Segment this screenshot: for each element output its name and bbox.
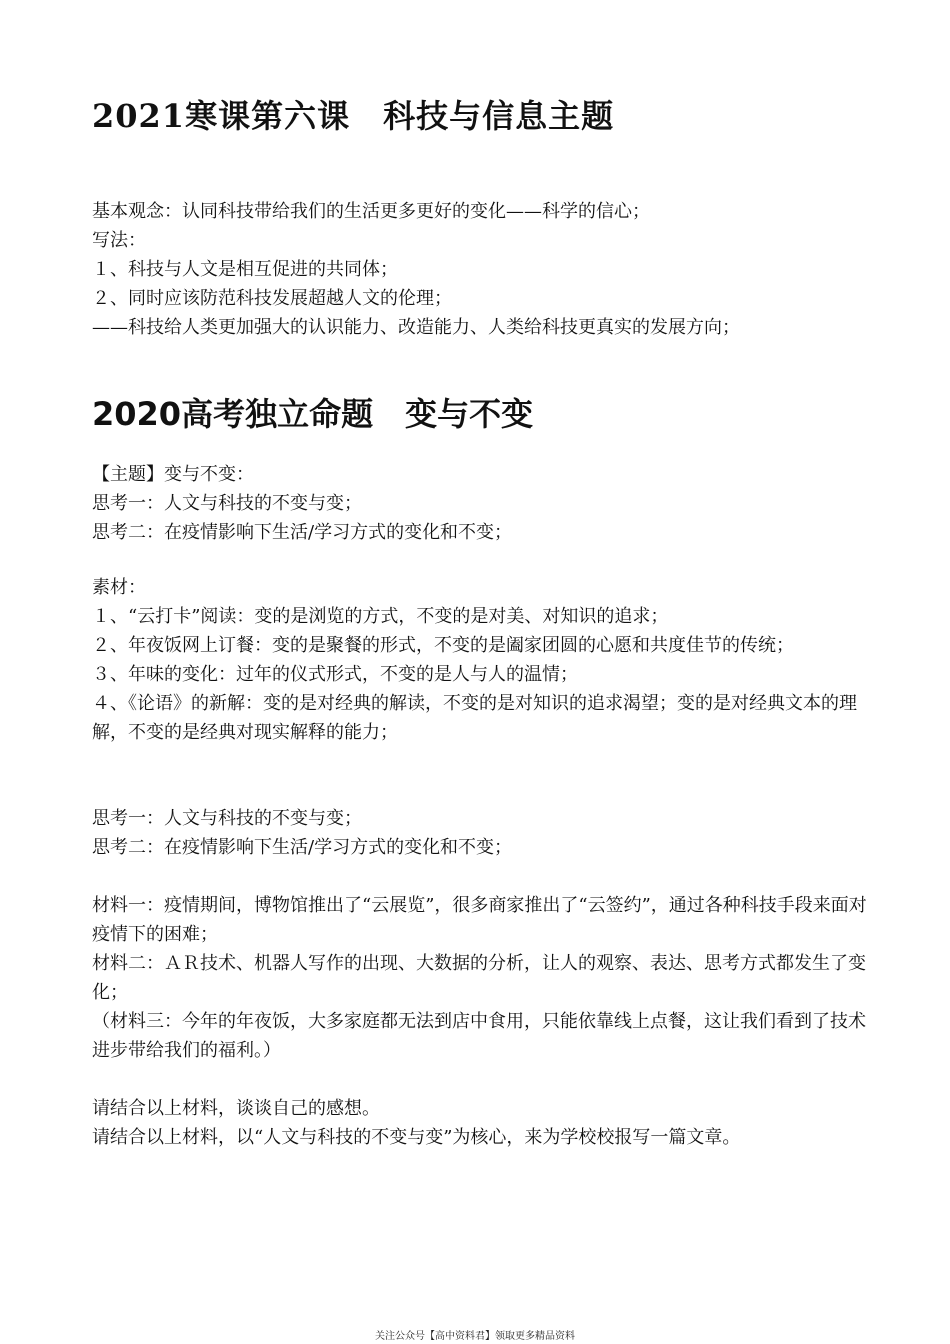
lesson-title: 2021寒课第六课 科技与信息主题	[92, 97, 615, 135]
basic-concept-section	[92, 197, 872, 342]
exam-topic-title: 2020高考独立命题 变与不变	[92, 395, 534, 433]
thinking-section	[92, 804, 872, 862]
think-one-line: 思考一：人文与科技的不变与变；	[92, 808, 362, 829]
material-item: ２、年夜饭网上订餐：变的是聚餐的形式，不变的是阖家团圆的心愿和共度佳节的传统；	[92, 635, 794, 656]
reading-material-1: 材料一：疫情期间，博物馆推出了“云展览”，很多商家推出了“云签约”，通过各种科技手段来面对疫情下的困难；	[92, 895, 867, 945]
theme-line: 【主题】变与不变：	[92, 464, 254, 485]
material-item: ４、《论语》的新解：变的是对经典的解读，不变的是对知识的追求渴望；变的是对经典文本的理解，不变的是经典对现实解释的能力；	[92, 693, 857, 743]
think-two-line: 思考二：在疫情影响下生活/学习方式的变化和不变；	[92, 522, 513, 543]
theme-section	[92, 460, 872, 547]
materials-section	[92, 573, 872, 747]
readings-section	[92, 891, 872, 1065]
basic-view-line: 基本观念：认同科技带给我们的生活更多更好的变化——科学的信心；	[92, 201, 650, 222]
prompt-2: 请结合以上材料，以“人文与科技的不变与变”为核心，来为学校校报写一篇文章。	[92, 1127, 741, 1148]
material-item: １、“云打卡”阅读：变的是浏览的方式，不变的是对美、对知识的追求；	[92, 606, 669, 627]
reading-material-3: （材料三：今年的年夜饭，大多家庭都无法到店中食用，只能依靠线上点餐，这让我们看到了技术进步带给我们的福利。）	[92, 1011, 866, 1061]
writing-point-2: ２、同时应该防范科技发展超越人文的伦理；	[92, 288, 452, 309]
footer-note: 关注公众号【高中资料君】领取更多精品资料	[375, 1331, 575, 1342]
think-two-line: 思考二：在疫情影响下生活/学习方式的变化和不变；	[92, 837, 513, 858]
material-item: ３、年味的变化：过年的仪式形式，不变的是人与人的温情；	[92, 664, 578, 685]
writing-point-1: １、科技与人文是相互促进的共同体；	[92, 259, 398, 280]
writing-summary: ——科技给人类更加强大的认识能力、改造能力、人类给科技更真实的发展方向；	[92, 317, 740, 338]
materials-label: 素材：	[92, 577, 146, 598]
reading-material-2: 材料二：ＡＲ技术、机器人写作的出现、大数据的分析，让人的观察、表达、思考方式都发生了变化；	[92, 953, 866, 1003]
prompt-1: 请结合以上材料，谈谈自己的感想。	[92, 1098, 380, 1119]
think-one-line: 思考一：人文与科技的不变与变；	[92, 493, 362, 514]
prompts-section	[92, 1094, 872, 1152]
writing-label: 写法：	[92, 230, 146, 251]
